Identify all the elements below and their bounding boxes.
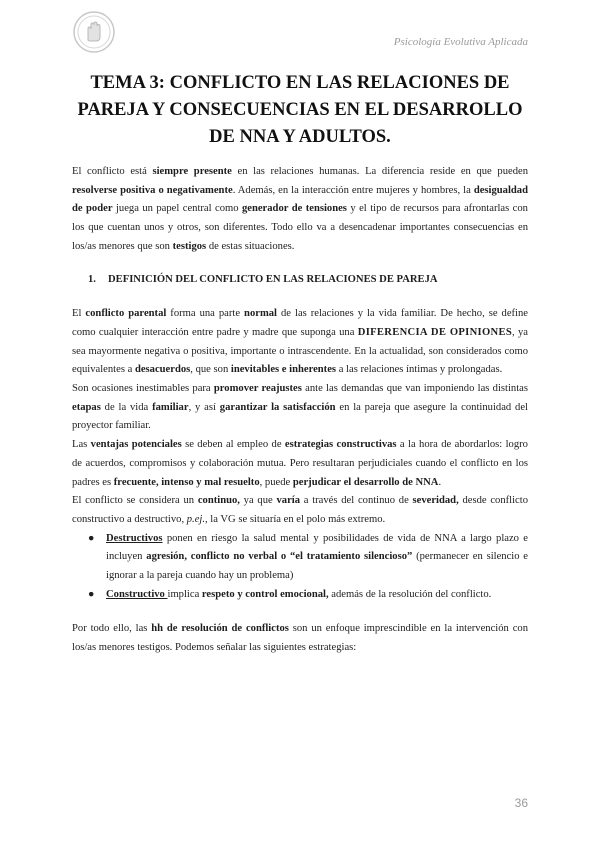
- section-heading: [88, 271, 528, 290]
- paragraph-reajustes: [72, 380, 528, 436]
- text: implica: [167, 588, 202, 600]
- university-logo: [72, 10, 116, 54]
- bullet-icon: ●: [88, 532, 95, 544]
- paragraph-estrategias: [72, 620, 528, 657]
- text: (permanecer en silencio e ignorar a la pareja cuando hay un problema): [106, 551, 528, 582]
- text: en la pareja que asegure la continuidad del proyector familiar.: [72, 401, 528, 432]
- page-number: 36: [514, 796, 528, 810]
- text: ya que: [239, 495, 277, 507]
- emphasis: testigos: [172, 240, 207, 252]
- text: la VG se situaría en el polo más extremo.: [207, 513, 386, 525]
- title-line-1: TEMA 3: CONFLICTO EN LAS RELACIONES DE: [90, 73, 510, 93]
- emphasis: Constructivo: [106, 588, 168, 600]
- emphasis: continuo,: [197, 495, 240, 507]
- emphasis: ventajas potenciales: [90, 439, 182, 451]
- text: , ya sea mayormente negativa o positiva, importante o intrascendente. En la actualidad, son considerados como equivalentes a: [72, 326, 529, 376]
- text: a las relaciones íntimas y prolongadas.: [336, 364, 503, 376]
- text: , que son: [190, 364, 231, 376]
- text: , y así: [188, 401, 220, 413]
- list-item: [72, 530, 528, 586]
- emphasis: perjudicar el desarrollo de NNA: [292, 476, 439, 488]
- hand-seal-icon: [72, 10, 116, 54]
- list-item: [72, 586, 528, 605]
- emphasis: respeto y control emocional,: [201, 588, 329, 600]
- emphasis: garantizar la satisfacción: [219, 401, 336, 413]
- text: Por todo ello, las: [72, 623, 152, 635]
- bullet-icon: ●: [88, 588, 95, 600]
- title-line-3: DE NNA Y ADULTOS.: [209, 127, 391, 147]
- emphasis: siempre presente: [152, 166, 232, 177]
- text: de estas situaciones.: [206, 240, 295, 252]
- emphasis: normal: [244, 308, 278, 320]
- text: El conflicto está: [72, 166, 153, 177]
- text: , puede: [259, 476, 293, 488]
- section-number: 1.: [88, 273, 96, 285]
- text: a través del continuo de: [300, 495, 413, 507]
- emphasis: frecuente, intenso y mal resuelto: [113, 476, 260, 488]
- text: además de la resolución del conflicto.: [328, 588, 492, 600]
- emphasis: desigualdad de poder: [72, 184, 528, 215]
- text: ante las demandas que van imponiendo las distintas: [301, 383, 528, 395]
- paragraph-ventajas: [72, 436, 528, 492]
- text: en las relaciones humanas. La diferencia reside en que pueden: [231, 166, 528, 177]
- text: se deben al empleo de: [181, 439, 285, 451]
- document-body: [72, 163, 528, 658]
- emphasis: hh de resolución de conflictos: [151, 623, 289, 635]
- emphasis: DIFERENCIA DE OPINIONES: [357, 326, 513, 338]
- page-title: [72, 70, 528, 151]
- emphasis: Destructivos: [106, 532, 163, 544]
- emphasis: generador de tensiones: [241, 203, 347, 215]
- text: El conflicto se considera un: [72, 495, 198, 507]
- title-line-2: PAREJA Y CONSECUENCIAS EN EL DESARROLLO: [77, 100, 523, 120]
- text: Son ocasiones inestimables para: [72, 383, 214, 395]
- text: a la hora de abordarlos: logro de acuerdos, compromisos y colaboración mutua. Pero resultaran perjudiciales cuando el conflicto en los padres es: [72, 439, 528, 488]
- emphasis: promover reajustes: [213, 383, 302, 395]
- emphasis: severidad,: [412, 495, 459, 507]
- emphasis: familiar: [152, 401, 189, 413]
- text: . Además, en la interacción entre mujeres y hombres, la: [232, 184, 474, 196]
- emphasis: conflicto parental: [85, 308, 167, 320]
- text: desde conflicto constructivo a destructivo,: [72, 495, 528, 525]
- emphasis: estrategias constructivas: [284, 439, 397, 451]
- conflict-types-list: [72, 530, 528, 605]
- paragraph-continuo: [72, 492, 528, 529]
- text: de la vida: [100, 401, 153, 413]
- text: y el tipo de recursos para afrontarlas con los que cuentan unos y otros, son diferentes. Todo ello va a desencadenar importantes consecuencias en los/as menores que son: [72, 203, 528, 252]
- course-header: Psicología Evolutiva Aplicada: [393, 36, 528, 48]
- emphasis: inevitables e inherentes: [230, 364, 337, 376]
- intro-paragraph: [72, 163, 528, 257]
- text: .: [438, 476, 442, 488]
- emphasis: resolverse positiva o negativamente: [72, 184, 233, 196]
- emphasis: agresión, conflicto no verbal o “el tratamiento silencioso”: [146, 551, 413, 563]
- text: de las relaciones y la vida familiar. De hecho, se define como cualquier interacción entre padre y madre que suponga una: [72, 308, 528, 338]
- text: ponen en riesgo la salud mental y posibilidades de vida de NNA a largo plazo e incluyen: [106, 532, 528, 563]
- italic-abbreviation: p.ej.,: [186, 513, 208, 525]
- text: juega un papel central como: [112, 203, 242, 215]
- text: forma una parte: [166, 308, 245, 320]
- section-title: DEFINICIÓN DEL CONFLICTO EN LAS RELACIONES DE PAREJA: [108, 273, 438, 285]
- emphasis: etapas: [72, 401, 101, 413]
- text: Las: [72, 439, 91, 451]
- text: El: [72, 308, 86, 320]
- text: son un enfoque imprescindible en la intervención con los/as menores testigos. Podemos señalar las siguientes estrategias:: [72, 623, 528, 654]
- emphasis: desacuerdos: [134, 364, 191, 376]
- emphasis: varía: [276, 495, 301, 507]
- paragraph-conflicto-parental: [72, 305, 528, 380]
